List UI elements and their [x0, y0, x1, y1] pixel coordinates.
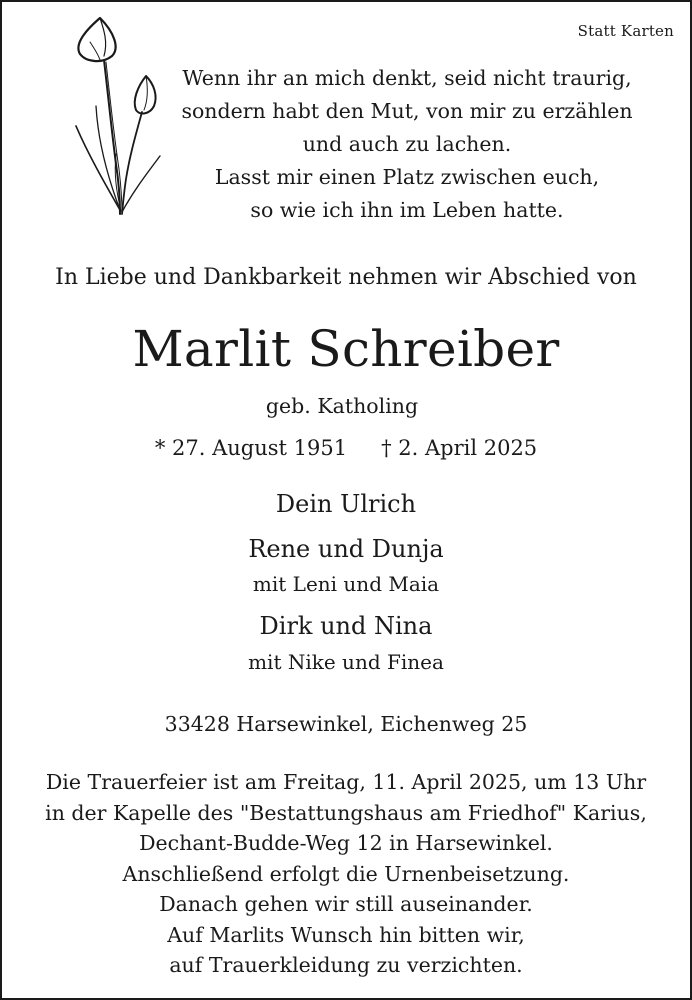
poem-line: so wie ich ihn im Leben hatte.: [250, 198, 564, 222]
poem-line: Lasst mir einen Platz zwischen euch,: [214, 165, 600, 189]
funeral-line: auf Trauerkleidung zu verzichten.: [169, 953, 523, 977]
funeral-line: Danach gehen wir still auseinander.: [159, 892, 533, 916]
deceased-name: Marlit Schreiber: [132, 320, 560, 378]
poem-line: sondern habt den Mut, von mir zu erzählen: [181, 99, 633, 123]
poem: [170, 62, 644, 227]
poem-line: Wenn ihr an mich denkt, seid nicht traurig,: [182, 66, 632, 90]
mourner-family-2: Dirk und Nina: [259, 612, 433, 640]
calla-lily-icon: [64, 14, 174, 219]
mourner-family-2-children: mit Nike und Finea: [248, 650, 444, 674]
funeral-line: Anschließend erfolgt die Urnenbeisetzung.: [122, 861, 570, 886]
poem-line: und auch zu lachen.: [302, 132, 512, 156]
mourner-family-1-children: mit Leni und Maia: [252, 572, 440, 596]
funeral-line: Die Trauerfeier ist am Freitag, 11. April 2025, um 13 Uhr: [45, 770, 647, 794]
funeral-line: Auf Marlits Wunsch hin bitten wir,: [167, 922, 525, 947]
mourner-family-1: Rene und Dunja: [248, 535, 444, 563]
statt-karten-label: Statt Karten: [577, 22, 674, 40]
funeral-details: [2, 767, 690, 981]
family-address: 33428 Harsewinkel, Eichenweg 25: [164, 712, 528, 736]
mourner-spouse: Dein Ulrich: [275, 490, 417, 518]
funeral-line: in der Kapelle des "Bestattungshaus am Friedhof" Karius,: [45, 800, 647, 825]
birth-date: * 27. August 1951: [154, 436, 348, 460]
death-date: † 2. April 2025: [381, 436, 538, 460]
farewell-intro: In Liebe und Dankbarkeit nehmen wir Abschied von: [55, 265, 637, 290]
maiden-name: geb. Katholing: [265, 394, 419, 418]
life-dates: [2, 436, 690, 460]
funeral-line: Dechant-Budde-Weg 12 in Harsewinkel.: [139, 831, 553, 855]
